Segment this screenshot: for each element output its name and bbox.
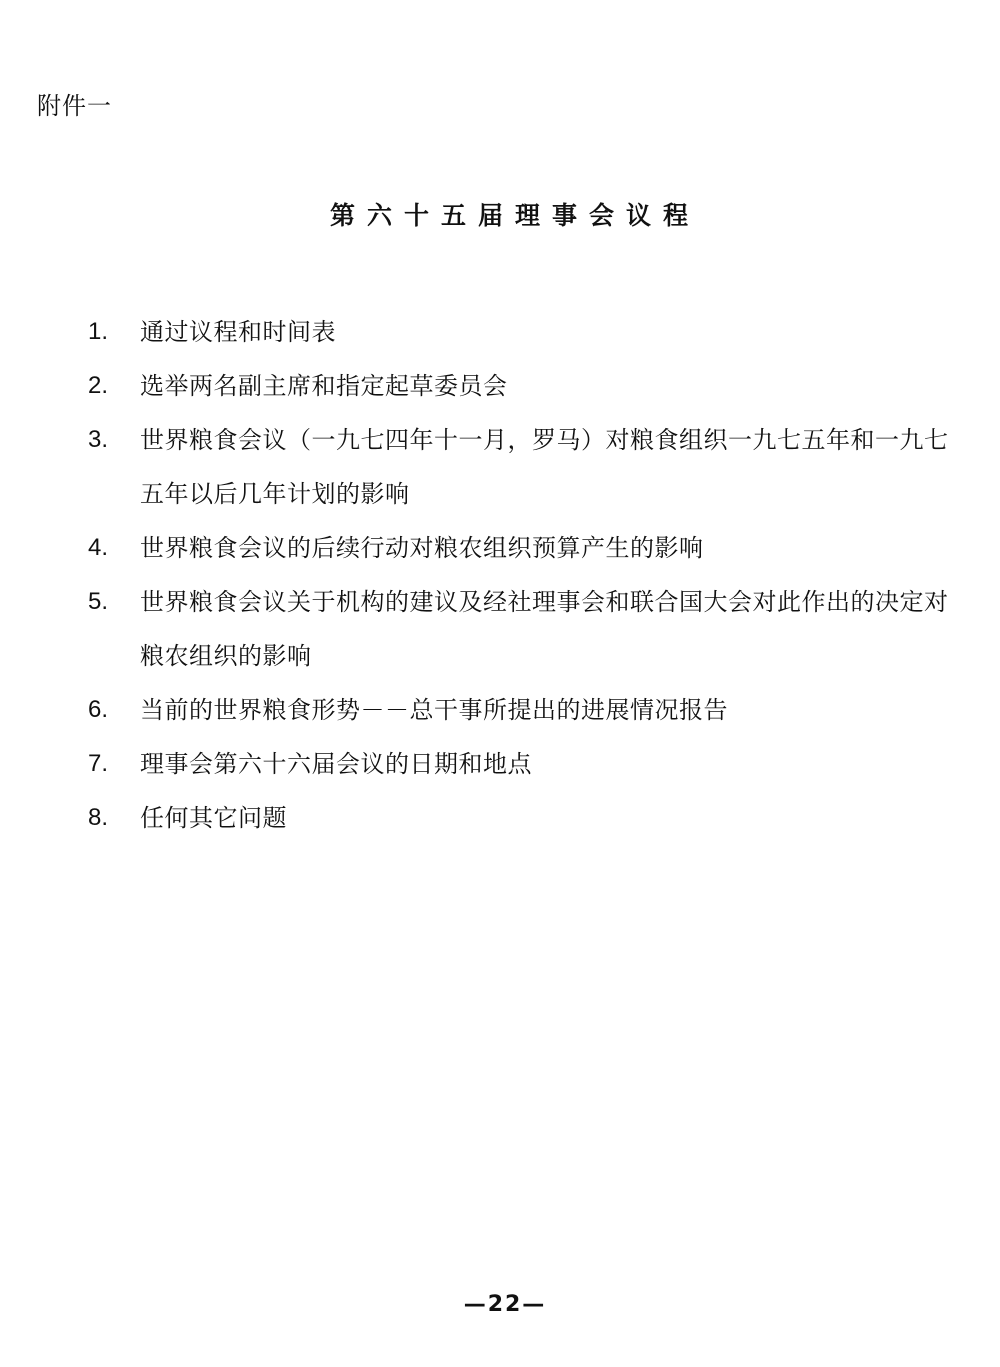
agenda-item-number: 8. bbox=[88, 804, 109, 831]
agenda-item-text: 世界粮食会议（一九七四年十一月，罗马）对粮食组织一九七五年和一九七五年以后几年计划的影响 bbox=[140, 426, 949, 508]
agenda-item-text: 选举两名副主席和指定起草委员会 bbox=[140, 372, 508, 400]
agenda-item bbox=[88, 683, 968, 737]
agenda-item-number: 7. bbox=[88, 750, 109, 777]
agenda-item-text: 通过议程和时间表 bbox=[140, 318, 336, 346]
agenda-item-text: 当前的世界粮食形势－－总干事所提出的进展情况报告 bbox=[140, 696, 728, 724]
agenda-item bbox=[88, 359, 968, 413]
agenda-item-number: 2. bbox=[88, 372, 109, 399]
page-title: 第六十五届理事会议程 bbox=[329, 201, 700, 230]
agenda-item bbox=[88, 575, 968, 683]
agenda-item bbox=[88, 521, 968, 575]
agenda-item-number: 1. bbox=[88, 318, 109, 345]
agenda-item-text: 世界粮食会议关于机构的建议及经社理事会和联合国大会对此作出的决定对粮农组织的影响 bbox=[140, 588, 949, 670]
agenda-item bbox=[88, 305, 968, 359]
agenda-item bbox=[88, 737, 968, 791]
agenda-item-number: 4. bbox=[88, 534, 109, 561]
attachment-label: 附件一 bbox=[37, 92, 112, 120]
agenda-item-text: 世界粮食会议的后续行动对粮农组织预算产生的影响 bbox=[140, 534, 704, 562]
agenda-item-number: 5. bbox=[88, 588, 109, 615]
agenda-item-number: 3. bbox=[88, 426, 109, 453]
agenda-item-number: 6. bbox=[88, 696, 109, 723]
page-number: —22— bbox=[463, 1292, 547, 1317]
agenda-item bbox=[88, 413, 968, 521]
agenda-list bbox=[88, 305, 968, 845]
agenda-item-text: 理事会第六十六届会议的日期和地点 bbox=[140, 750, 532, 778]
agenda-item-text: 任何其它问题 bbox=[140, 804, 287, 832]
agenda-item bbox=[88, 791, 968, 845]
